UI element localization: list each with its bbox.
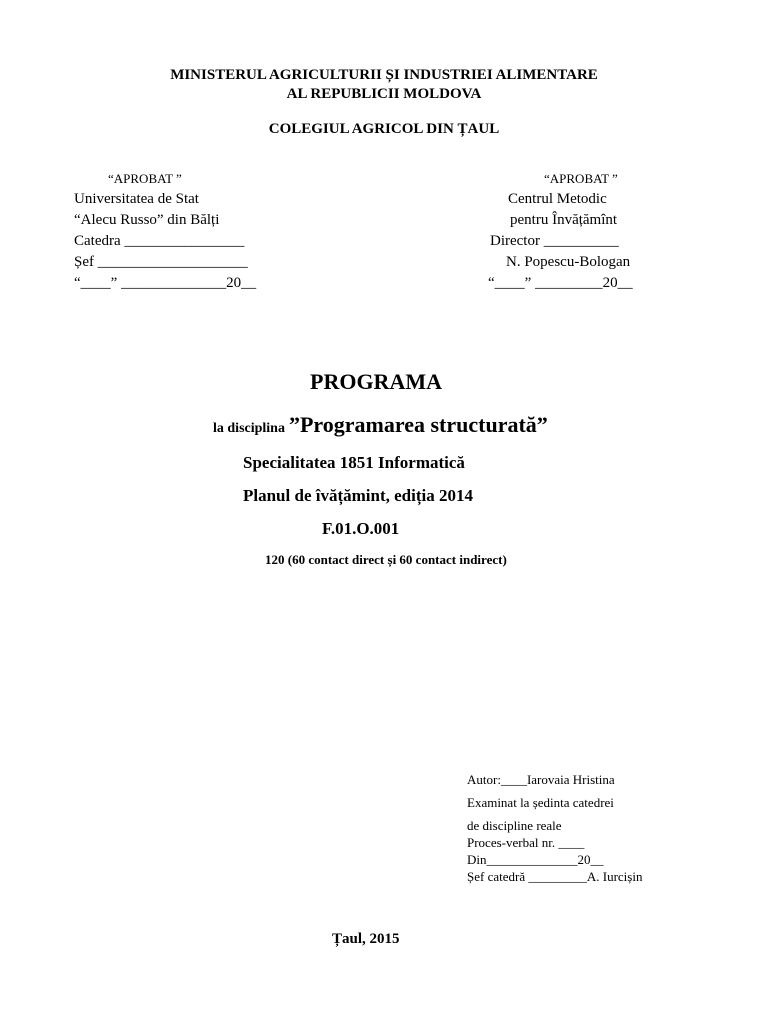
examined-line: Examinat la ședinta catedrei	[467, 795, 614, 810]
approval-right-line-5: “____” _________20__	[488, 275, 633, 291]
discipline-name: ”Programarea structurată”	[288, 412, 548, 437]
approval-left-line-4: Șef ____________________	[74, 254, 248, 270]
course-code: F.01.O.001	[322, 519, 400, 538]
approval-right-line-3: Director __________	[490, 233, 619, 249]
head-of-department-line: Șef catedră _________A. Iurcișin	[467, 869, 643, 884]
approval-right-title: “APROBAT ”	[544, 171, 618, 186]
specialty: Specialitatea 1851 Informatică	[243, 453, 465, 472]
minutes-line: Proces-verbal nr. ____	[467, 835, 585, 850]
document-title: PROGRAMA	[310, 369, 442, 394]
department-line: de discipline reale	[467, 818, 562, 833]
author-line: Autor:____Iarovaia Hristina	[467, 772, 615, 787]
discipline-line	[213, 412, 548, 438]
college-name: COLEGIUL AGRICOL DIN ȚAUL	[268, 121, 500, 137]
approval-right-line-4: N. Popescu-Bologan	[506, 254, 631, 270]
approval-right-line-1: Centrul Metodic	[508, 191, 607, 207]
place-year: Țaul, 2015	[332, 931, 400, 947]
discipline-prefix: la disciplina	[213, 421, 285, 436]
approval-left-title: “APROBAT ”	[108, 171, 182, 186]
author-block	[467, 772, 642, 886]
date-line: Din______________20__	[467, 852, 604, 867]
approval-left-line-5: “____” ______________20__	[74, 275, 257, 291]
approval-right-line-2: pentru Învățămînt	[510, 212, 618, 228]
approval-left	[74, 168, 274, 294]
ministry-line-2: AL REPUBLICII MOLDOVA	[286, 86, 482, 102]
approval-left-line-3: Catedra ________________	[74, 233, 245, 249]
approval-left-line-2: “Alecu Russo” din Bălți	[74, 212, 220, 228]
ministry-line-1: MINISTERUL AGRICULTURII ȘI INDUSTRIEI ALIMENTARE	[170, 67, 598, 83]
approval-left-line-1: Universitatea de Stat	[74, 191, 199, 207]
approval-right	[486, 168, 666, 294]
study-plan: Planul de îvățămint, ediția 2014	[243, 486, 473, 505]
course-hours: 120 (60 contact direct și 60 contact indirect)	[265, 552, 507, 567]
